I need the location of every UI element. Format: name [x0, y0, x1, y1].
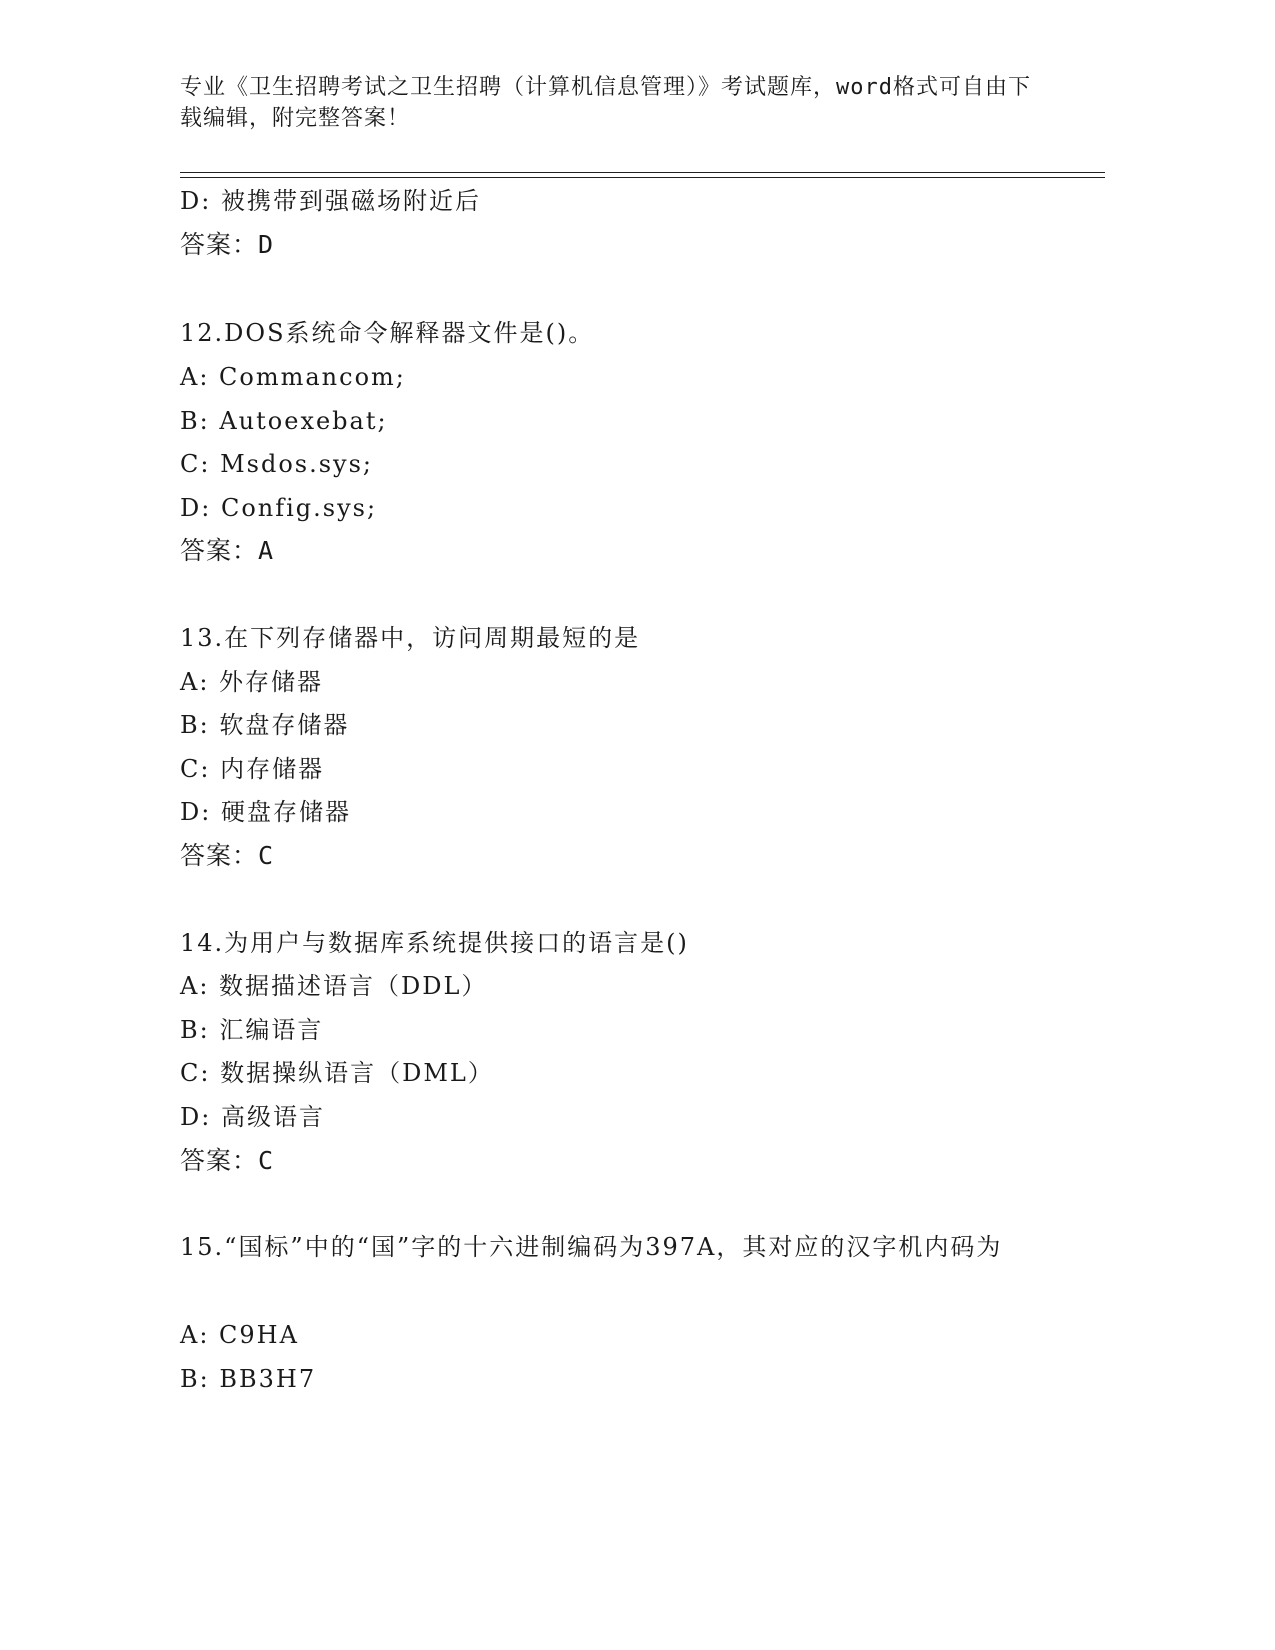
- question-13-answer: [180, 841, 274, 871]
- prev-option-d: D: 被携带到强磁场附近后: [180, 187, 481, 215]
- question-15-stem: 15.“国标”中的“国”字的十六进制编码为397A，其对应的汉字机内码为: [180, 1233, 1003, 1261]
- question-13-option-b: B: 软盘存储器: [180, 711, 350, 739]
- answer-value: C: [258, 841, 275, 870]
- question-14-option-d: D: 高级语言: [180, 1103, 325, 1131]
- question-12-option-a: A: Commancom;: [180, 363, 406, 391]
- question-14-option-b: B: 汇编语言: [180, 1016, 324, 1044]
- header-divider-bottom: [180, 177, 1105, 178]
- header-divider-top: [180, 172, 1105, 173]
- answer-label: 答案：: [180, 1146, 259, 1175]
- answer-value: C: [258, 1146, 275, 1175]
- answer-label: 答案：: [180, 536, 259, 565]
- question-14-option-c: C: 数据操纵语言（DML）: [180, 1059, 494, 1087]
- answer-label: 答案：: [180, 841, 259, 870]
- question-14-stem: 14.为用户与数据库系统提供接口的语言是(): [180, 929, 689, 957]
- prev-answer: [180, 230, 274, 260]
- question-12-answer: [180, 536, 274, 566]
- question-13-option-c: C: 内存储器: [180, 755, 325, 783]
- question-13-stem: 13.在下列存储器中，访问周期最短的是: [180, 624, 641, 652]
- question-12-option-c: C: Msdos.sys;: [180, 450, 374, 478]
- answer-value: D: [258, 230, 275, 259]
- question-12-stem: 12.DOS系统命令解释器文件是()。: [180, 319, 595, 347]
- question-14-answer: [180, 1146, 274, 1176]
- document-header: 专业《卫生招聘考试之卫生招聘（计算机信息管理）》考试题库，word格式可自由下载编辑，附完整答案！: [180, 75, 1031, 131]
- question-12-option-b: B: Autoexebat;: [180, 407, 388, 435]
- question-15-option-b: B: BB3H7: [180, 1365, 317, 1393]
- question-13-option-d: D: 硬盘存储器: [180, 798, 351, 826]
- question-15-option-a: A: C9HA: [180, 1321, 299, 1349]
- question-13-option-a: A: 外存储器: [180, 668, 324, 696]
- question-14-option-a: A: 数据描述语言（DDL）: [180, 972, 488, 1000]
- answer-value: A: [258, 536, 275, 565]
- question-12-option-d: D: Config.sys;: [180, 494, 378, 522]
- answer-label: 答案：: [180, 230, 259, 259]
